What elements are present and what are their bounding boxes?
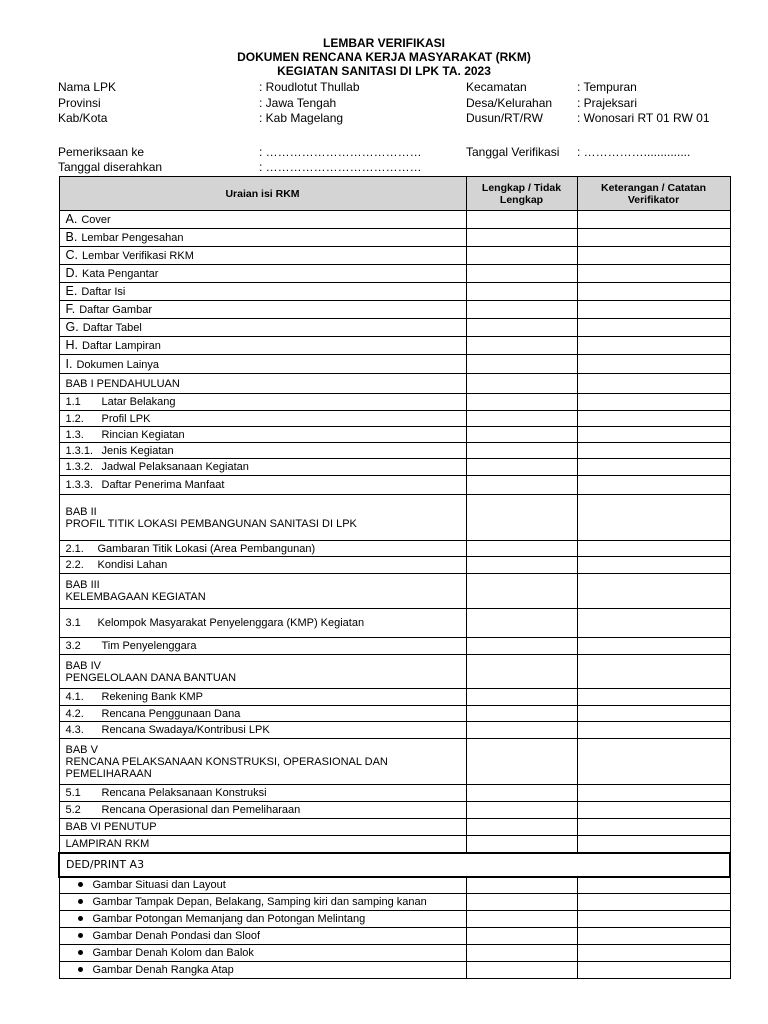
bab-3-number: BAB III (65, 579, 100, 591)
status-cell[interactable] (466, 265, 577, 283)
status-cell[interactable] (466, 609, 577, 638)
item-letter: G. (65, 320, 79, 334)
item-text: Kata Pengantar (82, 268, 159, 280)
bab-6-heading: BAB VI PENUTUP (59, 819, 466, 836)
item-text: Gambar Denah Kolom dan Balok (92, 947, 254, 959)
note-cell[interactable] (577, 495, 730, 541)
note-cell[interactable] (577, 265, 730, 283)
table-row (59, 355, 730, 374)
item-letter: C. (65, 248, 78, 262)
bab-1-heading: BAB I PENDAHULUAN (59, 374, 466, 394)
note-cell[interactable] (577, 443, 730, 459)
status-cell[interactable] (466, 337, 577, 355)
item-letter: D. (65, 266, 78, 280)
table-row (59, 283, 730, 301)
status-cell[interactable] (466, 739, 577, 785)
note-cell[interactable] (577, 722, 730, 739)
status-cell[interactable] (466, 894, 577, 911)
item-text: Rincian Kegiatan (101, 428, 185, 441)
note-cell[interactable] (577, 877, 730, 894)
note-cell[interactable] (577, 574, 730, 609)
tanggal-verifikasi-value: : …………….............. (577, 145, 691, 159)
kecamatan-value: : Tempuran (577, 80, 637, 94)
section-row (59, 374, 730, 394)
bullet-icon (78, 882, 83, 887)
note-cell[interactable] (577, 962, 730, 979)
item-text: Daftar Tabel (82, 322, 142, 334)
table-row (59, 706, 730, 722)
section-row (59, 819, 730, 836)
dusun-label: Dusun/RT/RW (466, 111, 543, 125)
note-cell[interactable] (577, 819, 730, 836)
note-cell[interactable] (577, 459, 730, 476)
note-cell[interactable] (577, 655, 730, 689)
bab-2-number: BAB II (65, 505, 97, 518)
item-text: Rencana Operasional dan Pemeliharaan (101, 804, 301, 816)
pemeriksaan-label: Pemeriksaan ke (58, 145, 145, 159)
table-row (59, 443, 730, 459)
status-cell[interactable] (466, 689, 577, 706)
item-number: 1.3. (65, 428, 84, 441)
table-row (59, 476, 730, 495)
table-row (59, 557, 730, 574)
bab-3-heading (59, 574, 466, 609)
item-text: Latar Belakang (101, 396, 176, 408)
status-cell[interactable] (466, 819, 577, 836)
note-cell[interactable] (577, 283, 730, 301)
status-cell[interactable] (466, 962, 577, 979)
item-text: Rencana Penggunaan Dana (101, 707, 241, 720)
status-cell[interactable] (466, 541, 577, 557)
item-letter: F. (65, 302, 76, 316)
status-cell[interactable] (466, 638, 577, 655)
table-row (59, 229, 730, 247)
kab-label: Kab/Kota (58, 111, 108, 125)
item-text: Cover (81, 214, 111, 226)
section-row (59, 836, 730, 853)
desa-label: Desa/Kelurahan (466, 96, 553, 110)
item-text: Gambar Denah Pondasi dan Sloof (92, 930, 261, 942)
note-cell[interactable] (577, 374, 730, 394)
dusun-value: : Wonosari RT 01 RW 01 (577, 111, 710, 125)
item-text: Dokumen Lainya (76, 358, 160, 371)
table-row (59, 427, 730, 443)
status-cell[interactable] (466, 722, 577, 739)
kab-value: : Kab Magelang (259, 111, 344, 125)
item-text: Profil LPK (101, 412, 151, 425)
kecamatan-label: Kecamatan (466, 80, 527, 94)
item-text: Daftar Isi (81, 286, 126, 298)
provinsi-label: Provinsi (58, 96, 101, 110)
section-row (59, 739, 730, 785)
item-number: 1.3.1. (65, 444, 94, 457)
item-number: 5.2 (65, 804, 81, 816)
table-row (59, 459, 730, 476)
status-cell[interactable] (466, 319, 577, 337)
table-row (59, 211, 730, 229)
note-cell[interactable] (577, 211, 730, 229)
item-letter: E. (65, 284, 78, 298)
status-cell[interactable] (466, 476, 577, 495)
item-number: 1.2. (65, 412, 84, 425)
status-cell[interactable] (466, 229, 577, 247)
status-cell[interactable] (466, 836, 577, 853)
bab-2-heading (59, 495, 466, 541)
item-text: Lembar Pengesahan (81, 232, 184, 244)
note-cell[interactable] (577, 229, 730, 247)
item-text: Daftar Gambar (79, 304, 152, 316)
bab-5-title: RENCANA PELAKSANAAN KONSTRUKSI, OPERASIONAL DAN PEMELIHARAAN (65, 755, 388, 780)
status-cell[interactable] (466, 355, 577, 374)
item-number: 4.3. (65, 724, 84, 736)
table-row (59, 319, 730, 337)
note-cell[interactable] (577, 557, 730, 574)
item-number: 3.2 (65, 640, 81, 652)
item-number: 2.1. (65, 542, 84, 555)
note-cell[interactable] (577, 355, 730, 374)
table-row (59, 689, 730, 706)
verification-table (58, 176, 731, 979)
status-cell[interactable] (466, 411, 577, 427)
table-row (59, 802, 730, 819)
status-cell[interactable] (466, 655, 577, 689)
status-cell[interactable] (466, 443, 577, 459)
item-number: 5.1 (65, 787, 81, 799)
status-cell[interactable] (466, 706, 577, 722)
bab-4-heading (59, 655, 466, 689)
status-cell[interactable] (466, 785, 577, 802)
item-letter: H. (65, 338, 78, 352)
note-cell[interactable] (577, 319, 730, 337)
bullet-icon (78, 899, 83, 904)
table-row (59, 638, 730, 655)
status-cell[interactable] (466, 802, 577, 819)
status-cell[interactable] (466, 877, 577, 894)
item-text: Gambar Denah Rangka Atap (92, 964, 234, 976)
list-item (59, 962, 730, 979)
bab-3-title: KELEMBAGAAN KEGIATAN (65, 591, 206, 603)
note-cell[interactable] (577, 638, 730, 655)
bullet-icon (78, 933, 83, 938)
bullet-icon (78, 950, 83, 955)
table-row (59, 394, 730, 411)
item-number: 1.3.2. (65, 461, 94, 473)
note-cell[interactable] (577, 802, 730, 819)
item-text: Gambar Potongan Memanjang dan Potongan Melintang (92, 913, 366, 925)
item-number: 4.2. (65, 707, 84, 720)
item-text: Rekening Bank KMP (101, 691, 203, 703)
note-cell[interactable] (577, 411, 730, 427)
nama-lpk-value: : Roudlotut Thullab (259, 80, 360, 94)
provinsi-value: : Jawa Tengah (259, 96, 337, 110)
section-row (59, 655, 730, 689)
note-cell[interactable] (577, 541, 730, 557)
nama-lpk-label: Nama LPK (58, 80, 117, 94)
table-row (59, 541, 730, 557)
status-cell[interactable] (466, 495, 577, 541)
table-row (59, 301, 730, 319)
item-text: Kelompok Masyarakat Penyelenggara (KMP) Kegiatan (97, 617, 365, 629)
bab-2-title: PROFIL TITIK LOKASI PEMBANGUNAN SANITASI DI LPK (65, 517, 357, 530)
note-cell[interactable] (577, 689, 730, 706)
column-header-lengkap: Lengkap / Tidak Lengkap (466, 177, 577, 211)
bab-5-number: BAB V (65, 743, 98, 756)
note-cell[interactable] (577, 609, 730, 638)
item-number: 2.2. (65, 559, 84, 571)
section-row (59, 574, 730, 609)
item-text: Gambaran Titik Lokasi (Area Pembangunan) (97, 542, 316, 555)
status-cell[interactable] (466, 394, 577, 411)
ded-heading: DED/PRINT A3 (59, 853, 730, 877)
tanggal-verifikasi-label: Tanggal Verifikasi (466, 145, 560, 159)
note-cell[interactable] (577, 785, 730, 802)
document-title (0, 36, 768, 78)
item-text: Rencana Pelaksanaan Konstruksi (101, 787, 267, 799)
title-line-1: LEMBAR VERIFIKASI (322, 36, 445, 50)
note-cell[interactable] (577, 394, 730, 411)
item-text: Gambar Situasi dan Layout (92, 879, 226, 892)
note-cell[interactable] (577, 739, 730, 785)
table-row (59, 265, 730, 283)
item-number: 4.1. (65, 691, 84, 703)
status-cell[interactable] (466, 911, 577, 928)
column-header-keterangan: Keterangan / Catatan Verifikator (577, 177, 730, 211)
status-cell[interactable] (466, 928, 577, 945)
note-cell[interactable] (577, 911, 730, 928)
note-cell[interactable] (577, 928, 730, 945)
status-cell[interactable] (466, 283, 577, 301)
status-cell[interactable] (466, 574, 577, 609)
status-cell[interactable] (466, 945, 577, 962)
item-text: Tim Penyelenggara (101, 640, 197, 652)
item-text: Daftar Lampiran (82, 340, 161, 352)
item-letter: A. (65, 212, 78, 226)
note-cell[interactable] (577, 427, 730, 443)
status-cell[interactable] (466, 247, 577, 265)
table-row (59, 609, 730, 638)
title-line-3: KEGIATAN SANITASI DI LPK TA. 2023 (277, 64, 491, 78)
table-row (59, 722, 730, 739)
column-header-uraian: Uraian isi RKM (59, 177, 466, 211)
item-text: Jenis Kegiatan (101, 444, 174, 457)
status-cell[interactable] (466, 557, 577, 574)
section-row (59, 495, 730, 541)
bab-4-title: PENGELOLAAN DANA BANTUAN (65, 671, 237, 684)
status-cell[interactable] (466, 374, 577, 394)
item-number: 1.1 (65, 396, 81, 408)
pemeriksaan-value: : ………………………………… (259, 145, 422, 159)
item-text: Gambar Tampak Depan, Belakang, Samping kiri dan samping kanan (92, 896, 427, 908)
note-cell[interactable] (577, 836, 730, 853)
list-item (59, 928, 730, 945)
note-cell[interactable] (577, 945, 730, 962)
item-number: 3.1 (65, 617, 81, 629)
status-cell[interactable] (466, 427, 577, 443)
bab-4-number: BAB IV (65, 659, 101, 672)
item-number: 1.3.3. (65, 479, 94, 491)
bullet-icon (78, 967, 83, 972)
list-item (59, 894, 730, 911)
note-cell[interactable] (577, 706, 730, 722)
item-text: Rencana Swadaya/Kontribusi LPK (101, 724, 270, 736)
table-row (59, 247, 730, 265)
table-row (59, 785, 730, 802)
item-letter: I. (65, 356, 73, 371)
item-text: Lembar Verifikasi RKM (82, 250, 194, 262)
ded-row (59, 853, 730, 877)
list-item (59, 945, 730, 962)
item-text: Jadwal Pelaksanaan Kegiatan (101, 461, 249, 473)
table-row (59, 411, 730, 427)
tanggal-diserahkan-label: Tanggal diserahkan (58, 160, 163, 174)
status-cell[interactable] (466, 301, 577, 319)
item-text: Kondisi Lahan (97, 559, 168, 571)
note-cell[interactable] (577, 247, 730, 265)
note-cell[interactable] (577, 894, 730, 911)
list-item (59, 877, 730, 894)
table-header-row (59, 177, 730, 211)
table-row (59, 337, 730, 355)
lampiran-heading: LAMPIRAN RKM (59, 836, 466, 853)
list-item (59, 911, 730, 928)
tanggal-diserahkan-value: : ………………………………… (259, 160, 422, 174)
note-cell[interactable] (577, 476, 730, 495)
bab-5-heading (59, 739, 466, 785)
item-letter: B. (65, 230, 78, 244)
note-cell[interactable] (577, 301, 730, 319)
desa-value: : Prajeksari (577, 96, 638, 110)
item-text: Daftar Penerima Manfaat (101, 479, 225, 491)
status-cell[interactable] (466, 459, 577, 476)
status-cell[interactable] (466, 211, 577, 229)
note-cell[interactable] (577, 337, 730, 355)
title-line-2: DOKUMEN RENCANA KERJA MASYARAKAT (RKM) (237, 50, 531, 64)
bullet-icon (78, 916, 83, 921)
